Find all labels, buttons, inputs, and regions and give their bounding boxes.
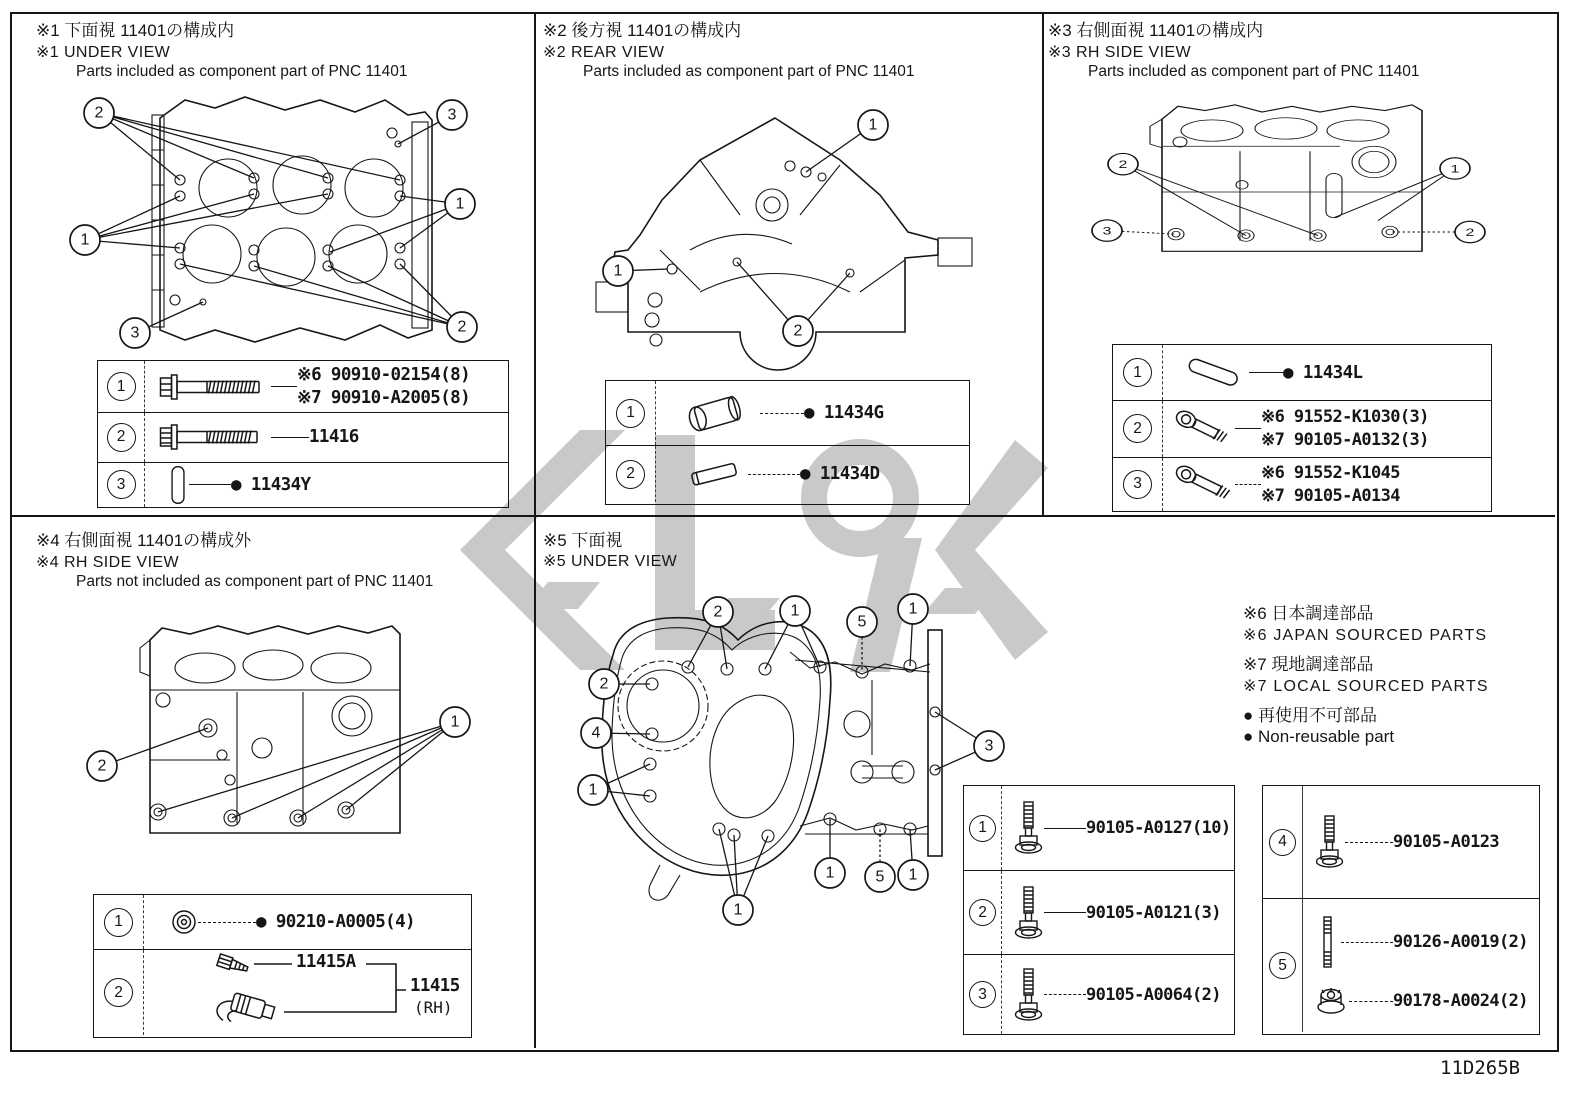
panel5-title-en: ※5 UNDER VIEW <box>543 553 678 570</box>
part-number: ※7 90105-A0132(3) <box>1261 430 1429 451</box>
callout <box>70 98 477 348</box>
leader-line <box>198 922 256 923</box>
svg-text:2: 2 <box>97 757 107 775</box>
callout-number: 2 <box>1123 414 1152 443</box>
callout <box>603 110 888 346</box>
table-row <box>1263 786 1539 898</box>
svg-text:2: 2 <box>457 318 467 336</box>
flange-bolt-long-icon <box>159 371 271 403</box>
svg-text:1: 1 <box>908 600 918 618</box>
panel-divider-vertical-left <box>534 12 536 1048</box>
svg-text:1: 1 <box>1450 161 1460 176</box>
stud-entry <box>1315 914 1528 970</box>
straight-pin-icon <box>167 464 189 506</box>
svg-text:2: 2 <box>1465 225 1475 239</box>
table-row <box>94 949 471 1035</box>
part-number: ※6 91552-K1045 <box>1261 462 1400 483</box>
parts-table-panel2 <box>605 380 970 505</box>
part-number: ● 11434L <box>1283 362 1363 383</box>
leader-line <box>1044 994 1086 995</box>
svg-text:2: 2 <box>713 603 723 621</box>
svg-text:4: 4 <box>591 724 601 742</box>
panel-divider-vertical-right <box>1042 12 1044 515</box>
panel3-title-ja: ※3 右側面視 11401の構成内 <box>1048 21 1264 40</box>
dowel-pin-icon <box>680 390 760 436</box>
part-number: 90105-A0123 <box>1393 832 1499 852</box>
legend-local-sourced-en: ※7 LOCAL SOURCED PARTS <box>1243 678 1489 695</box>
leader-line <box>1341 942 1393 943</box>
parts-table-panel1 <box>97 360 509 508</box>
rh-side-view-drawing <box>1070 92 1490 322</box>
leader-line <box>1235 428 1261 429</box>
svg-text:2: 2 <box>94 104 104 122</box>
svg-text:2: 2 <box>1118 157 1128 171</box>
svg-text:1: 1 <box>733 901 743 919</box>
svg-text:5: 5 <box>875 868 885 886</box>
stud-bolt-icon <box>1315 914 1341 970</box>
grommet-icon <box>170 908 198 936</box>
leader-line <box>271 386 297 387</box>
legend-non-reusable-en: ● Non-reusable part <box>1243 727 1395 746</box>
panel1-title-en: ※1 UNDER VIEW <box>36 44 171 61</box>
panel5-title-ja: ※5 下面視 <box>543 531 623 550</box>
document-code: 11D265B <box>1440 1057 1521 1079</box>
callout-number: 3 <box>1123 470 1152 499</box>
table-row <box>94 895 471 949</box>
straight-pin-icon <box>1179 353 1249 393</box>
legend-non-reusable-ja: ● 再使用不可部品 <box>1243 706 1377 725</box>
part-number: 90105-A0064(2) <box>1086 984 1221 1005</box>
rear-view-drawing <box>560 100 1020 350</box>
panel2-title-en: ※2 REAR VIEW <box>543 44 665 61</box>
panel3-subtitle: Parts included as component part of PNC 11401 <box>1088 63 1420 80</box>
part-number: 90126-A0019(2) <box>1393 932 1528 952</box>
callout-number: 5 <box>1269 952 1296 979</box>
flange-bolt-icon <box>1173 406 1235 452</box>
leader-line <box>189 484 231 485</box>
part-number: ※6 90910-02154(8) <box>297 365 471 386</box>
flange-bolt-vertical-icon <box>1315 813 1345 871</box>
flange-nut-icon <box>1315 985 1349 1017</box>
part-number: 90105-A0127(10) <box>1086 818 1231 838</box>
callout-number: 2 <box>107 423 136 452</box>
part-number: 90105-A0121(3) <box>1086 902 1221 923</box>
svg-text:1: 1 <box>790 602 800 620</box>
table-row <box>1263 898 1539 1032</box>
leader-line <box>1345 842 1393 843</box>
table-row <box>1113 457 1491 511</box>
panel4-subtitle: Parts not included as component part of PNC 11401 <box>76 573 434 590</box>
svg-text:3: 3 <box>447 106 457 124</box>
svg-text:3: 3 <box>984 737 994 755</box>
panel-divider-horizontal <box>10 515 1555 517</box>
leader-line <box>271 437 309 438</box>
callout <box>1092 153 1485 242</box>
panel4-title-ja: ※4 右側面視 11401の構成外 <box>36 531 252 550</box>
callout-number: 2 <box>969 899 996 926</box>
svg-text:1: 1 <box>825 864 835 882</box>
svg-text:1: 1 <box>868 116 878 134</box>
part-number: 11416 <box>309 427 359 448</box>
table-row <box>606 445 969 502</box>
part-side-label: (RH) <box>414 998 453 1017</box>
svg-text:1: 1 <box>588 781 598 799</box>
part-number: ※6 91552-K1030(3) <box>1261 407 1429 428</box>
part-number: ※7 90910-A2005(8) <box>297 388 471 409</box>
panel1-title-ja: ※1 下面視 11401の構成内 <box>36 21 235 40</box>
flange-bolt-vertical-icon <box>1014 966 1044 1024</box>
table-row <box>1113 345 1491 400</box>
part-number: 90178-A0024(2) <box>1393 991 1528 1011</box>
table-row <box>98 361 508 412</box>
callout-number: 1 <box>1123 358 1152 387</box>
svg-text:3: 3 <box>1102 223 1112 238</box>
table-row <box>964 870 1234 954</box>
legend-japan-sourced-ja: ※6 日本調達部品 <box>1243 604 1374 623</box>
callout-number: 1 <box>107 372 136 401</box>
svg-text:3: 3 <box>130 324 140 342</box>
svg-text:1: 1 <box>613 262 623 280</box>
parts-table-panel3 <box>1112 344 1492 512</box>
table-row <box>964 786 1234 870</box>
panel2-title-ja: ※2 後方視 11401の構成内 <box>543 21 742 40</box>
slotted-pin-icon <box>682 456 748 492</box>
table-row <box>98 462 508 507</box>
callout-number: 1 <box>969 815 996 842</box>
callout-number: 4 <box>1269 829 1296 856</box>
part-number: ● 11434G <box>804 403 884 423</box>
table-row <box>606 381 969 445</box>
table-row <box>964 954 1234 1034</box>
part-number: ● 11434Y <box>231 474 311 495</box>
flange-bolt-vertical-icon <box>1014 799 1044 857</box>
callout-number: 1 <box>104 908 133 937</box>
leader-line <box>1249 372 1283 373</box>
part-number: ※7 90105-A0134 <box>1261 485 1400 506</box>
legend-local-sourced-ja: ※7 現地調達部品 <box>1243 655 1374 674</box>
flange-bolt-icon <box>1173 461 1235 507</box>
callout <box>87 707 470 781</box>
panel1-subtitle: Parts included as component part of PNC 11401 <box>76 63 408 80</box>
part-number: 11415 <box>410 976 460 996</box>
svg-text:5: 5 <box>857 613 867 631</box>
callout-number: 3 <box>969 981 996 1008</box>
svg-text:2: 2 <box>599 675 609 693</box>
svg-text:1: 1 <box>908 866 918 884</box>
fastener-table-right <box>1262 785 1540 1035</box>
callout-number: 2 <box>104 978 133 1007</box>
callout-number: 1 <box>616 399 645 428</box>
parts-table-panel4 <box>93 894 472 1038</box>
part-number: 11415A <box>296 952 356 972</box>
under-view-drawing <box>40 88 510 358</box>
flange-bolt-long-icon <box>159 421 271 453</box>
leader-line <box>748 474 800 475</box>
svg-text:1: 1 <box>455 195 465 213</box>
callout <box>578 594 1004 925</box>
table-row <box>1113 400 1491 456</box>
table-row <box>98 412 508 461</box>
part-number: ● 90210-A0005(4) <box>256 912 415 932</box>
svg-text:1: 1 <box>80 231 90 249</box>
fastener-table-left <box>963 785 1235 1035</box>
part-number: ● 11434D <box>800 464 880 484</box>
flange-bolt-vertical-icon <box>1014 884 1044 942</box>
panel2-subtitle: Parts included as component part of PNC 11401 <box>583 63 915 80</box>
leader-line <box>1235 484 1261 485</box>
svg-text:2: 2 <box>793 322 803 340</box>
leader-line <box>1044 828 1086 829</box>
callout-number: 3 <box>107 470 136 499</box>
svg-text:1: 1 <box>450 713 460 731</box>
leader-line <box>760 413 804 414</box>
legend-japan-sourced-en: ※6 JAPAN SOURCED PARTS <box>1243 627 1488 644</box>
panel3-title-en: ※3 RH SIDE VIEW <box>1048 44 1191 61</box>
rh-side-view-excluded-drawing <box>85 600 505 845</box>
leader-line <box>1044 912 1086 913</box>
nut-entry <box>1315 985 1528 1017</box>
panel4-title-en: ※4 RH SIDE VIEW <box>36 554 179 571</box>
callout-number: 2 <box>616 460 645 489</box>
leader-line <box>1349 1001 1393 1002</box>
